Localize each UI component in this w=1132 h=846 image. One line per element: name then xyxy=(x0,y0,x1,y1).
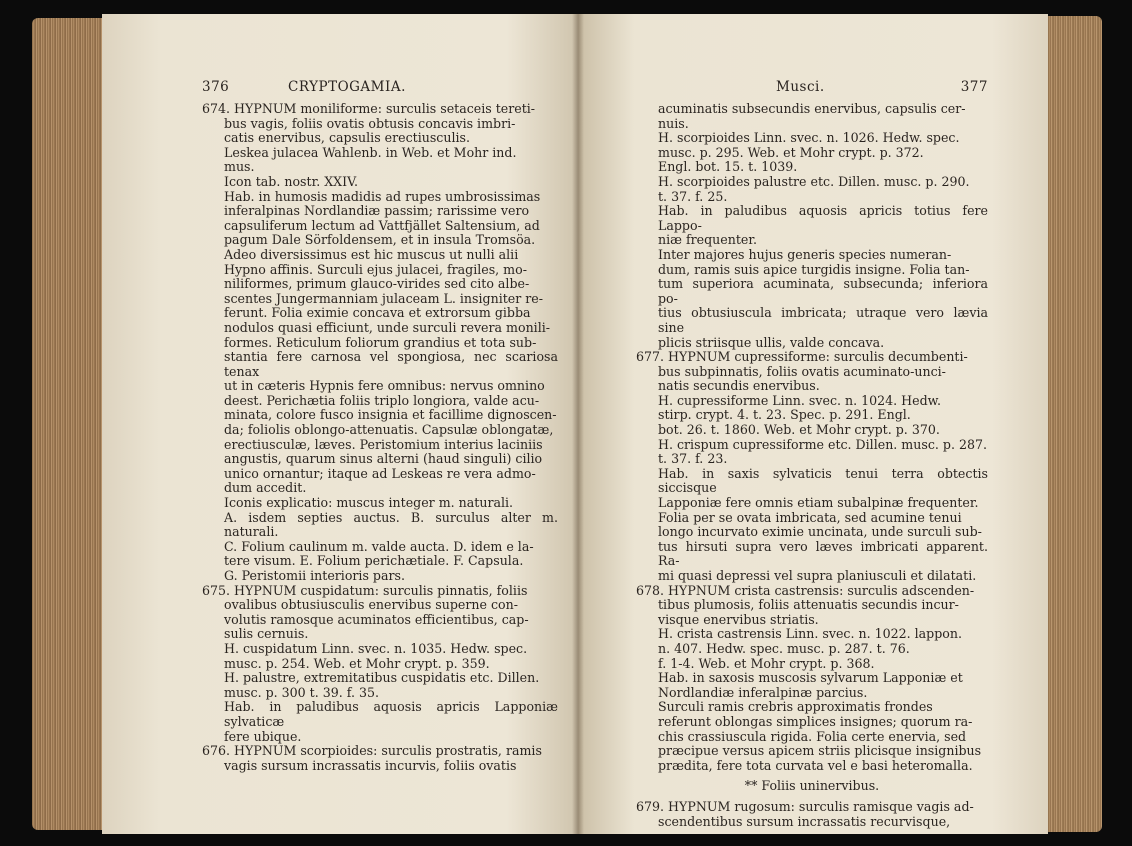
right-running-head xyxy=(636,80,988,102)
right-running-title: Musci. xyxy=(776,79,825,95)
text-line: minata, colore fusco insignia et facillime dignoscen- xyxy=(224,407,557,423)
text-line: ferunt. Folia eximie concava et extrorsum gibba xyxy=(224,305,531,321)
text-line: chis crassiuscula rigida. Folia certe enervia, sed xyxy=(658,728,967,744)
text-line: Lapponiæ fere omnis etiam subalpinæ frequenter. xyxy=(658,495,979,511)
text-line: angustis, quarum sinus alterni (haud singuli) cilio xyxy=(224,451,543,467)
right-page-edges xyxy=(1046,16,1102,832)
text-line: ut in cæteris Hypnis fere omnibus: nervus omnino xyxy=(224,378,545,394)
text-line: mi quasi depressi vel supra planiusculi et dilatati. xyxy=(658,568,977,583)
text-line: 678. HYPNUM crista castrensis: surculis adscenden- xyxy=(636,582,975,598)
text-line: Surculi ramis crebris approximatis frondes xyxy=(658,699,933,715)
left-page-edges xyxy=(32,18,110,830)
text-line: musc. p. 254. Web. et Mohr crypt. p. 359. xyxy=(224,655,490,671)
text-line: stantia fere carnosa vel spongiosa, nec scariosa tenax xyxy=(224,349,558,379)
text-line: plicis striisque ullis, valde concava. xyxy=(658,334,885,350)
text-line: niliformes, primum glauco-virides sed cito albe- xyxy=(224,276,530,292)
left-running-title: CRYPTOGAMIA. xyxy=(288,79,406,95)
text-line: tus hirsuti supra vero læves imbricati apparent. Ra- xyxy=(658,538,988,569)
text-line: H. crista castrensis Linn. svec. n. 1022. lappon. xyxy=(658,626,962,642)
text-line: tius obtusiuscula imbricata; utraque vero lævia sine xyxy=(658,305,988,335)
text-line: fere ubique. xyxy=(224,728,302,744)
text-line: H. cuspidatum Linn. svec. n. 1035. Hedw. spec. xyxy=(224,640,528,656)
left-page-content xyxy=(202,80,558,773)
text-line: longo incurvato eximie uncinata, unde surculi sub- xyxy=(658,524,982,540)
text-line: referunt oblongas simplices insignes; quorum ra- xyxy=(658,713,973,729)
text-line: Hab. in saxosis muscosis sylvarum Lapponiæ et xyxy=(658,670,963,686)
text-line: deest. Perichætia foliis triplo longiora, valde acu- xyxy=(224,392,540,408)
text-line: 676. HYPNUM scorpioides: surculis prostratis, ramis xyxy=(202,743,542,759)
text-line: n. 407. Hedw. spec. musc. p. 287. t. 76. xyxy=(658,640,910,656)
text-line: musc. p. 300 t. 39. f. 35. xyxy=(224,684,380,700)
text-line: tere visum. E. Folium perichætiale. F. Capsula. xyxy=(224,553,524,569)
text-line: tibus plumosis, foliis attenuatis secundis incur- xyxy=(658,597,959,613)
text-line: A. isdem septies auctus. B. surculus alter m. naturali. xyxy=(224,509,558,540)
text-line: H. scorpioides Linn. svec. n. 1026. Hedw. spec. xyxy=(658,130,960,146)
text-line: stirp. crypt. 4. t. 23. Spec. p. 291. Engl. xyxy=(658,407,911,423)
text-line: bot. 26. t. 1860. Web. et Mohr crypt. p. 370. xyxy=(658,422,940,438)
text-line: Adeo diversissimus est hic muscus ut nulli alii xyxy=(224,246,519,262)
text-line: pagum Dale Sörfoldensem, et in insula Tromsöa. xyxy=(224,232,536,248)
text-line: Leskea julacea Wahlenb. in Web. et Mohr ind. xyxy=(224,144,517,160)
text-line: Hab. in paludibus aquosis apricis Lapponiæ sylvaticæ xyxy=(224,699,558,729)
left-page-number: 376 xyxy=(202,79,230,95)
text-line: 675. HYPNUM cuspidatum: surculis pinnatis, foliis xyxy=(202,582,528,598)
text-line: H. cupressiforme Linn. svec. n. 1024. Hedw. xyxy=(658,392,941,408)
text-line: sulis cernuis. xyxy=(224,626,309,642)
text-line: t. 37. f. 25. xyxy=(658,188,728,204)
text-line: Hab. in saxis sylvaticis tenui terra obtectis siccisque xyxy=(658,465,988,496)
book-gutter xyxy=(572,14,584,834)
text-line: visque enervibus striatis. xyxy=(658,611,819,627)
right-page-number: 377 xyxy=(960,79,988,95)
text-line: unico ornantur; itaque ad Leskeas re vera admo- xyxy=(224,465,536,481)
text-line: 674. HYPNUM moniliforme: surculis setaceis tereti- xyxy=(202,101,536,116)
text-line: C. Folium caulinum m. valde aucta. D. idem e la- xyxy=(224,538,534,554)
text-line: da; foliolis oblongo-attenuatis. Capsulæ oblongatæ, xyxy=(224,422,554,438)
text-line: tum superiora acuminata, subsecunda; inferiora po- xyxy=(658,276,988,306)
left-text-block xyxy=(202,102,558,773)
text-line: mus. xyxy=(224,159,255,175)
text-line: volutis ramosque acuminatos efficientibus, cap- xyxy=(224,611,529,627)
right-page-content xyxy=(636,80,988,829)
text-line: natis secundis enervibus. xyxy=(658,378,820,394)
text-line: Folia per se ovata imbricata, sed acumine tenui xyxy=(658,509,962,525)
text-line: bus subpinnatis, foliis ovatis acuminato-unci- xyxy=(658,363,946,379)
text-line: catis enervibus, capsulis erectiusculis. xyxy=(224,130,470,146)
text-line: H. crispum cupressiforme etc. Dillen. musc. p. 287. xyxy=(658,436,987,452)
text-line: dum, ramis suis apice turgidis insigne. Folia tan- xyxy=(658,261,970,277)
text-line: vagis sursum incrassatis incurvis, foliis ovatis xyxy=(224,757,517,773)
text-line: 679. HYPNUM rugosum: surculis ramisque vagis ad- xyxy=(636,798,974,814)
text-line: Hab. in paludibus aquosis apricis totius fere Lappo- xyxy=(658,203,988,233)
text-line: Iconis explicatio: muscus integer m. naturali. xyxy=(224,495,514,511)
text-line: capsuliferum lectum ad Vattfjället Saltensium, ad xyxy=(224,217,540,233)
left-running-head xyxy=(202,80,558,102)
text-line: nuis. xyxy=(658,115,689,131)
text-line: Icon tab. nostr. XXIV. xyxy=(224,173,359,189)
left-page xyxy=(102,14,578,834)
text-line: nodulos quasi efficiunt, unde surculi revera monili- xyxy=(224,319,551,335)
text-line: scentes Jungermanniam julaceam L. insigniter re- xyxy=(224,290,543,306)
text-line: ovalibus obtusiusculis enervibus superne con- xyxy=(224,597,518,613)
text-line: H. scorpioides palustre etc. Dillen. musc. p. 290. xyxy=(658,173,970,189)
text-line: Hab. in humosis madidis ad rupes umbrosissimas xyxy=(224,188,541,204)
text-line: Engl. bot. 15. t. 1039. xyxy=(658,159,798,175)
text-line: bus vagis, foliis ovatis obtusis concavis imbri- xyxy=(224,115,516,131)
text-line: erectiusculæ, læves. Peristomium interius laciniis xyxy=(224,436,543,452)
text-line: 677. HYPNUM cupressiforme: surculis decumbenti- xyxy=(636,349,968,365)
text-line: formes. Reticulum foliorum grandius et tota sub- xyxy=(224,334,537,350)
text-line: prædita, fere tota curvata vel e basi heteromalla. xyxy=(658,757,973,773)
text-line: H. palustre, extremitatibus cuspidatis etc. Dillen. xyxy=(224,670,540,686)
text-line: scendentibus sursum incrassatis recurvisque, xyxy=(658,813,951,829)
text-line: t. 37. f. 23. xyxy=(658,451,728,467)
text-line: acuminatis subsecundis enervibus, capsulis cer- xyxy=(658,101,966,116)
open-book xyxy=(32,10,1102,838)
text-line: ** Foliis uninervibus. xyxy=(744,778,880,794)
text-line: musc. p. 295. Web. et Mohr crypt. p. 372. xyxy=(658,144,924,160)
text-line: dum accedit. xyxy=(224,480,307,496)
text-line: f. 1-4. Web. et Mohr crypt. p. 368. xyxy=(658,655,875,671)
text-line: niæ frequenter. xyxy=(658,232,758,248)
text-line: Inter majores hujus generis species numeran- xyxy=(658,246,952,262)
text-line: Nordlandiæ inferalpinæ parcius. xyxy=(658,684,868,700)
right-page xyxy=(578,14,1048,834)
right-text-block xyxy=(636,102,988,829)
text-line: G. Peristomii interioris pars. xyxy=(224,568,405,583)
text-line: inferalpinas Nordlandiæ passim; rarissime vero xyxy=(224,203,530,219)
text-line: Hypno affinis. Surculi ejus julacei, fragiles, mo- xyxy=(224,261,527,277)
text-line: præcipue versus apicem striis plicisque insignibus xyxy=(658,743,982,759)
